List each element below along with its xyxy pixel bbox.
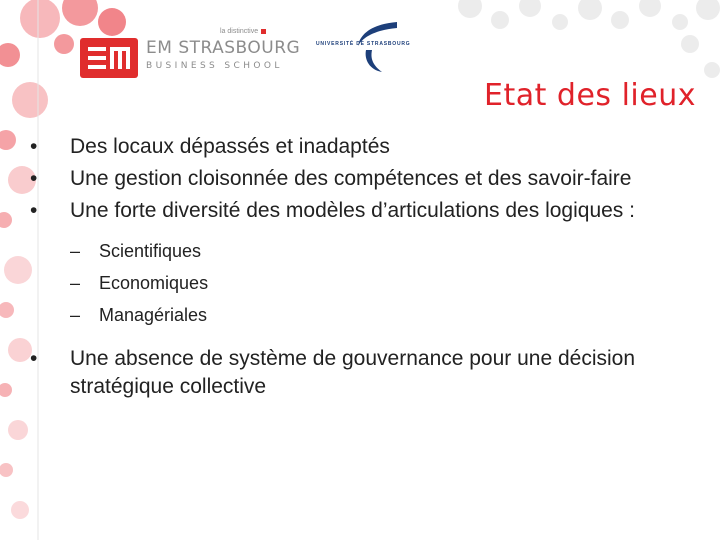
bullet-list xyxy=(30,133,690,405)
brand-name: EM STRASBOURG xyxy=(146,38,301,58)
university-name: UNIVERSITÉ DE STRASBOURG xyxy=(316,41,411,47)
em-strasbourg-logo xyxy=(70,28,301,78)
sub-bullet-item: – Managériales xyxy=(70,305,208,325)
sub-bullet-item: – Scientifiques xyxy=(70,241,202,261)
logo-tagline: la distinctive xyxy=(220,28,266,35)
bullet-item: • Des locaux dépassés et inadaptés xyxy=(30,135,390,158)
em-logo-mark-icon xyxy=(80,38,138,78)
bullet-item: • Une forte diversité des modèles d’articulations des logiques : xyxy=(30,199,635,222)
university-emblem-icon xyxy=(312,20,432,74)
bullet-item: • Une gestion cloisonnée des compétences et des savoir-faire xyxy=(30,167,632,190)
universite-strasbourg-logo xyxy=(312,20,432,74)
brand-subtitle: BUSINESS SCHOOL xyxy=(146,61,283,71)
bullet-item: • Une absence de système de gouvernance pour une décision stratégique collective xyxy=(30,347,636,398)
slide-title: Etat des lieux xyxy=(484,78,696,113)
sub-bullet-item: – Economiques xyxy=(70,273,209,293)
sub-bullet-list xyxy=(30,235,690,331)
